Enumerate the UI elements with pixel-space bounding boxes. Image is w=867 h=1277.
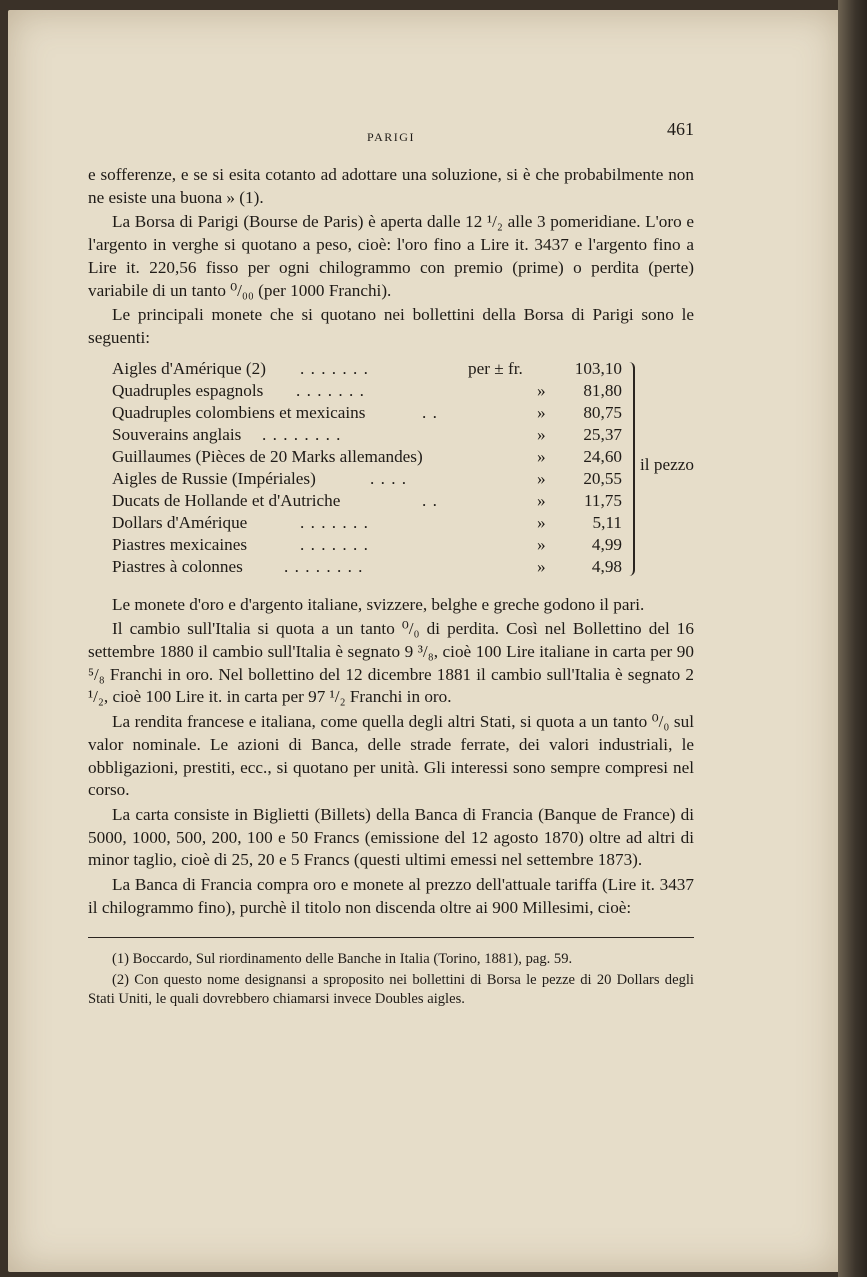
- coin-leader-dots: . . . . . . .: [300, 358, 369, 378]
- coin-row: [112, 512, 622, 534]
- paragraph-banca: La Banca di Francia compra oro e monete al prezzo dell'attuale tariffa (Lire it. 3437 il chilogrammo fino), purchè il titolo non discenda oltre ai 900 Millesimi, cioè:: [88, 875, 694, 917]
- coin-value: 20,55: [583, 468, 622, 488]
- book-page: [8, 10, 840, 1272]
- footnote-1: (1) Boccardo, Sul riordinamento delle Banche in Italia (Torino, 1881), pag. 59.: [112, 951, 573, 968]
- coin-value: 103,10: [574, 358, 622, 378]
- coin-row: [112, 556, 622, 578]
- coin-name: Quadruples colombiens et mexicains: [112, 402, 366, 422]
- coin-value: 81,80: [583, 380, 622, 400]
- paragraph-monete-intro: Le principali monete che si quotano nei bollettini della Borsa di Parigi sono le seguenti:: [88, 305, 694, 347]
- coin-per-label: [468, 358, 523, 381]
- coin-leader-dots: . . . . . . .: [300, 534, 369, 554]
- brace-note: il pezzo: [640, 454, 694, 474]
- ditto-mark: »: [537, 512, 546, 532]
- coin-value: 24,60: [583, 446, 622, 466]
- coin-name: Ducats de Hollande et d'Autriche: [112, 490, 341, 510]
- coin-leader-dots: . .: [422, 490, 438, 510]
- coin-row: [112, 468, 622, 490]
- coin-leader-dots: . .: [422, 402, 438, 422]
- ditto-mark: »: [537, 380, 546, 400]
- ditto-mark: »: [537, 402, 546, 422]
- coin-value: 4,98: [591, 556, 622, 576]
- ditto-mark: »: [537, 556, 546, 576]
- coin-value: 80,75: [583, 402, 622, 422]
- right-brace: [627, 362, 635, 576]
- coin-row: [112, 490, 622, 512]
- ditto-mark: »: [537, 534, 546, 554]
- page-number: 461: [667, 119, 694, 139]
- footnote-2: (2) Con questo nome designansi a sproposito nei bollettini di Borsa le pezze di 20 Dollars degli Stati Uniti, le quali dovrebbero chiamarsi invece Doubles aigles.: [88, 972, 694, 1008]
- coin-name: Guillaumes (Pièces de 20 Marks allemandes): [112, 446, 423, 466]
- page-content: [88, 118, 694, 1009]
- coin-value: 4,99: [591, 534, 622, 554]
- coin-value: 11,75: [583, 490, 622, 510]
- coin-row: [112, 358, 622, 380]
- coin-name: Quadruples espagnols: [112, 380, 264, 400]
- paragraph-borsa: La Borsa di Parigi (Bourse de Paris) è aperta dalle 12 ¹/₂ alle 3 pomeridiane. L'oro e l'argento in verghe si quotano a peso, cioè: l'oro fino a Lire it. 3437 e l'argento fino a Lire it. 220,56 fisso per ogni chilogrammo con premio (prime) o perdita (perte) variabile di un tanto ⁰/₀₀ (per 1000 Franchi).: [88, 212, 694, 300]
- paragraph-rendita: La rendita francese e italiana, come quella degli altri Stati, si quota a un tanto ⁰/₀ sul valor nominale. Le azioni di Banca, delle strade ferrate, dei valori industriali, le obbligazioni, prestiti, ecc., si quotano per unità. Gli interessi sono sempre compresi nel corso.: [88, 712, 694, 800]
- coin-name: Souverains anglais: [112, 424, 242, 444]
- coin-name: Piastres à colonnes: [112, 556, 243, 576]
- coin-name: Piastres mexicaines: [112, 534, 248, 554]
- coin-leader-dots: . . . . . . .: [300, 512, 369, 532]
- plusminus-sign: ±: [494, 358, 504, 378]
- coin-quotation-table: [112, 358, 694, 584]
- footnote-rule: [88, 937, 694, 938]
- coin-value: 5,11: [592, 512, 622, 532]
- book-spine-edge: [838, 0, 867, 1277]
- footnotes: [88, 950, 694, 1009]
- coin-leader-dots: . . . . . . .: [296, 380, 365, 400]
- running-title: PARIGI: [367, 130, 415, 144]
- per-label: per: [468, 358, 490, 378]
- coin-row: [112, 534, 622, 556]
- coin-name: Aigles d'Amérique (2): [112, 358, 266, 378]
- paragraph-continuation: e sofferenze, e se si esita cotanto ad adottare una soluzione, si è che probabilmente non ne esiste una buona » (1).: [88, 165, 694, 207]
- coin-row: [112, 424, 622, 446]
- coin-name: Aigles de Russie (Impériales): [112, 468, 316, 488]
- page-header: [88, 118, 694, 144]
- coin-leader-dots: . . . .: [370, 468, 408, 488]
- coin-leader-dots: . . . . . . . .: [262, 424, 342, 444]
- coin-row: [112, 380, 622, 402]
- ditto-mark: »: [537, 446, 546, 466]
- coin-row: [112, 402, 622, 424]
- coin-name: Dollars d'Amérique: [112, 512, 248, 532]
- ditto-mark: »: [537, 468, 546, 488]
- paragraph-carta: La carta consiste in Biglietti (Billets) della Banca di Francia (Banque de France) di 5000, 1000, 500, 200, 100 e 50 Francs (emissione del 12 agosto 1870) oltre ad altri di minor taglio, cioè di 25, 20 e 5 Francs (questi ultimi emessi nel settembre 1873).: [88, 804, 694, 870]
- coin-value: 25,37: [583, 424, 622, 444]
- coin-leader-dots: . . . . . . . .: [284, 556, 364, 576]
- currency-label: fr.: [507, 358, 523, 378]
- paragraph-cambio: Il cambio sull'Italia si quota a un tanto ⁰/₀ di perdita. Così nel Bollettino del 16 settembre 1880 il cambio sull'Italia è segnato 9 ³/₈, cioè 100 Lire italiane in carta per 90 ⁵/₈ Franchi in oro. Nel bollettino del 12 dicembre 1881 il cambio sull'Italia è segnato 2 ¹/₂, cioè 100 Lire it. in carta per 97 ¹/₂ Franchi in oro.: [88, 619, 694, 707]
- coin-row: [112, 446, 622, 468]
- ditto-mark: »: [537, 424, 546, 444]
- paragraph-monete-pari: Le monete d'oro e d'argento italiane, svizzere, belghe e greche godono il pari.: [112, 594, 645, 614]
- ditto-mark: »: [537, 490, 546, 510]
